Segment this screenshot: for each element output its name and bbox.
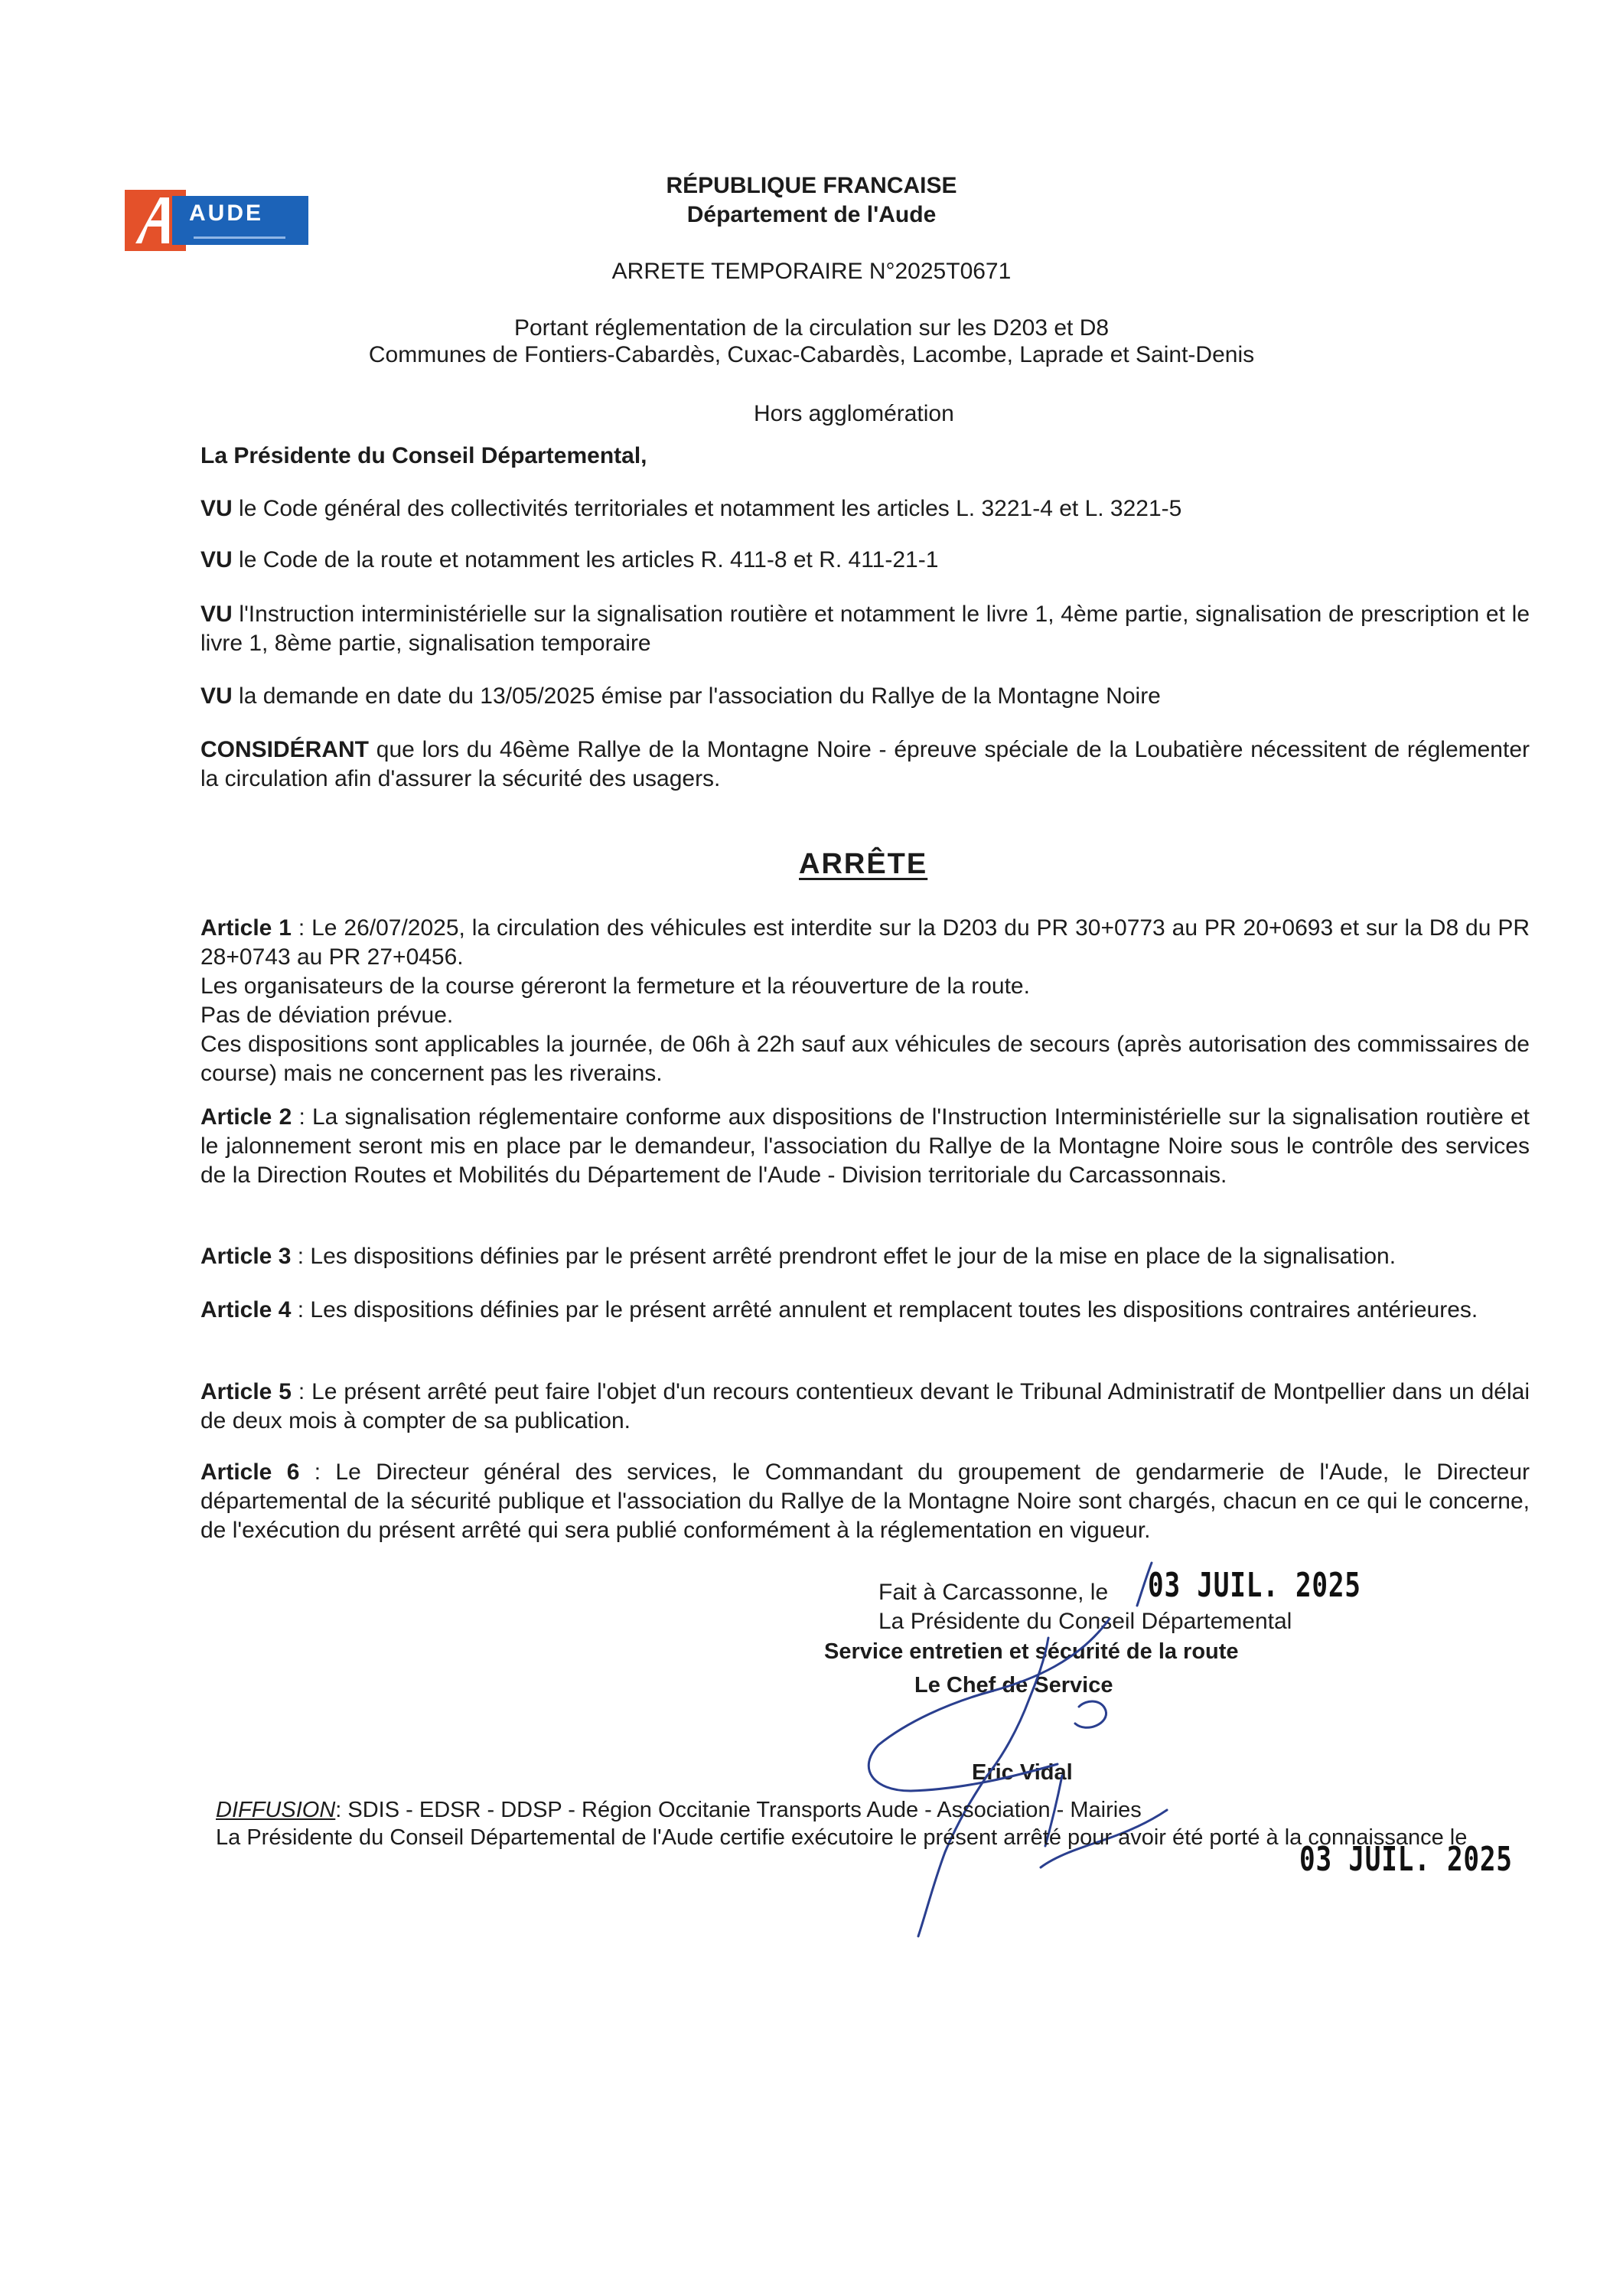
article-1-line-2: Les organisateurs de la course géreront la fermeture et la réouverture de la route.: [200, 974, 1030, 999]
visa-text: l'Instruction interministérielle sur la signalisation routière et notamment le livre 1, 4ème partie, signalisation de prescription et le livre 1, 8ème partie, signalisation temporaire: [200, 602, 1530, 656]
signatory-name: Eric Vidal: [972, 1760, 1073, 1785]
article-text: : Le Directeur général des services, le Commandant du groupement de gendarmerie de l'Aude, le Directeur départemental de la sécurité publique et l'association du Rallye de la Montagne Noire sont chargés, chacun en ce qui le concerne, de l'exécution du présent arrêté qui sera publié conformément à la réglementation en vigueur.: [200, 1459, 1530, 1543]
considerant-text: que lors du 46ème Rallye de la Montagne Noire - épreuve spéciale de la Loubatière nécessitent de réglementer la circulation afin d'assurer la sécurité des usagers.: [200, 737, 1530, 791]
date-stamp: 03 JUIL. 2025: [1148, 1566, 1361, 1605]
article-key: Article 3: [200, 1244, 292, 1269]
aude-logo-underline: [194, 236, 285, 239]
article-text: : La signalisation réglementaire conforme aux dispositions de l'Instruction Interministérielle sur la signalisation routière et le jalonnement seront mis en place par le demandeur, l'association du Rallye de la Montagne Noire sous le contrôle des services de la Direction Routes et Mobilités du Département de l'Aude - Division territoriale du Carcassonnais.: [200, 1104, 1530, 1188]
article-1-line-3: Pas de déviation prévue.: [200, 1003, 454, 1028]
visa-key: VU: [200, 496, 233, 521]
signatory-title: La Présidente du Conseil Départemental: [878, 1609, 1292, 1634]
certification-line: La Présidente du Conseil Départemental de l'Aude certifie exécutoire le présent arrêté pour avoir été porté à la connaissance le: [216, 1825, 1468, 1850]
arrete-title: ARRÊTE: [799, 848, 928, 880]
visa-4: [200, 682, 1530, 711]
visa-text: le Code de la route et notamment les articles R. 411-8 et R. 411-21-1: [232, 547, 939, 572]
article-3: [200, 1242, 1530, 1271]
considerant-key: CONSIDÉRANT: [200, 737, 370, 762]
visa-key: VU: [200, 547, 233, 572]
article-key: Article 1: [200, 915, 292, 941]
aude-logo-text: AUDE: [189, 201, 264, 226]
presidente-heading: La Présidente du Conseil Départemental,: [200, 443, 647, 468]
article-2: [200, 1103, 1530, 1190]
fait-a: Fait à Carcassonne, le: [878, 1580, 1109, 1605]
visa-2: [200, 546, 1530, 575]
visa-1: [200, 494, 1530, 523]
visa-3: [200, 600, 1530, 658]
article-text: : Le présent arrêté peut faire l'objet d'un recours contentieux devant le Tribunal Administratif de Montpellier dans un délai de deux mois à compter de sa publication.: [200, 1379, 1530, 1433]
diffusion-text: : SDIS - EDSR - DDSP - Région Occitanie Transports Aude - Association - Mairies: [335, 1798, 1142, 1822]
handwritten-signature: [857, 1546, 1224, 1944]
republique-heading: RÉPUBLIQUE FRANCAISE: [666, 173, 957, 198]
article-text: : Les dispositions définies par le présent arrêté prendront effet le jour de la mise en place de la signalisation.: [291, 1244, 1396, 1269]
departement-heading: Département de l'Aude: [686, 202, 937, 227]
chef-de-service-stamp: Le Chef de Service: [914, 1673, 1113, 1698]
article-key: Article 6: [200, 1459, 300, 1485]
article-1-line-1: [200, 914, 1530, 972]
diffusion-line: [216, 1798, 1142, 1823]
considerant: [200, 735, 1530, 794]
hors-agglomeration: Hors agglomération: [754, 401, 954, 426]
article-text: : Les dispositions définies par le présent arrêté annulent et remplacent toutes les dispositions contraires antérieures.: [291, 1297, 1478, 1322]
visa-key: VU: [200, 683, 233, 709]
article-key: Article 5: [200, 1379, 292, 1404]
portant-line-1: Portant réglementation de la circulation sur les D203 et D8: [513, 315, 1110, 341]
diffusion-label: DIFFUSION: [216, 1798, 336, 1822]
article-1-line-4: Ces dispositions sont applicables la journée, de 06h à 22h sauf aux véhicules de secours (après autorisation des commissaires de course) mais ne concernent pas les riverains.: [200, 1032, 1530, 1086]
visa-text: la demande en date du 13/05/2025 émise par l'association du Rallye de la Montagne Noire: [232, 683, 1161, 709]
article-4: [200, 1296, 1530, 1325]
arrete-number: ARRETE TEMPORAIRE N°2025T0671: [611, 259, 1012, 284]
visa-key: VU: [200, 602, 233, 627]
article-text: : Le 26/07/2025, la circulation des véhicules est interdite sur la D203 du PR 30+0773 au PR 20+0693 et sur la D8 du PR 28+0743 au PR 27+0456.: [200, 915, 1530, 970]
article-1: [200, 914, 1530, 1088]
portant-line-2: Communes de Fontiers-Cabardès, Cuxac-Cabardès, Lacombe, Laprade et Saint-Denis: [368, 342, 1255, 367]
article-key: Article 4: [200, 1297, 292, 1322]
service-stamp: Service entretien et sécurité de la route: [824, 1639, 1239, 1664]
article-6: [200, 1458, 1530, 1545]
article-key: Article 2: [200, 1104, 292, 1130]
visa-text: le Code général des collectivités territoriales et notamment les articles L. 3221-4 et L. 3221-5: [232, 496, 1182, 521]
article-5: [200, 1378, 1530, 1436]
publication-date-stamp: 03 JUIL. 2025: [1299, 1840, 1513, 1879]
